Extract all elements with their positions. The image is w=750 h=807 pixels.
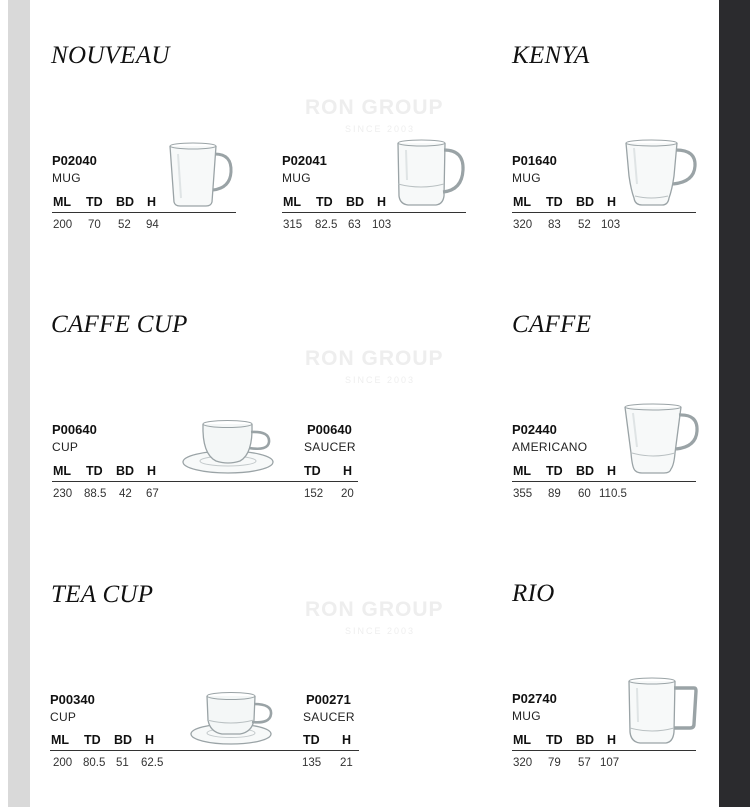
spec-header-cell: TD — [546, 464, 563, 478]
spec-header — [282, 195, 466, 211]
spec-values — [282, 219, 466, 233]
watermark-subtitle: SINCE 2003 — [345, 124, 416, 134]
spec-value: 62.5 — [141, 757, 164, 769]
spec-value: 200 — [53, 757, 73, 769]
spec-header-cell: ML — [513, 733, 532, 747]
spec-value: 107 — [600, 757, 620, 769]
spec-value: 103 — [601, 219, 621, 231]
spec-value: 200 — [53, 219, 73, 231]
spec-values — [512, 219, 696, 233]
spec-value: 83 — [548, 219, 561, 231]
spec-header-cell: ML — [513, 464, 532, 478]
spec-divider — [512, 750, 696, 751]
product-code: P00640 — [307, 422, 352, 437]
spec-values — [303, 488, 359, 502]
spec-header-cell: BD — [114, 733, 133, 747]
right-margin-bar — [719, 0, 750, 807]
product-type: SAUCER — [303, 710, 355, 724]
spec-values — [512, 757, 696, 771]
spec-value: 60 — [578, 488, 591, 500]
spec-value: 94 — [146, 219, 159, 231]
spec-value: 88.5 — [84, 488, 107, 500]
spec-divider — [512, 481, 696, 482]
spec-value: 42 — [119, 488, 132, 500]
spec-header-cell: ML — [513, 195, 532, 209]
spec-header-cell: H — [607, 464, 617, 478]
spec-header-cell: TD — [304, 464, 321, 478]
spec-value: 135 — [302, 757, 322, 769]
spec-value: 51 — [116, 757, 129, 769]
watermark: RON GROUP — [305, 347, 444, 370]
spec-header-cell: BD — [116, 464, 135, 478]
product-type: MUG — [512, 171, 541, 185]
spec-header-cell: TD — [303, 733, 320, 747]
product-type: MUG — [282, 171, 311, 185]
spec-header — [512, 195, 696, 211]
spec-value: 70 — [88, 219, 101, 231]
product-code: P00340 — [50, 692, 95, 707]
spec-divider — [512, 212, 696, 213]
spec-header-cell: H — [343, 464, 353, 478]
spec-header — [512, 733, 696, 749]
spec-header — [302, 733, 358, 749]
spec-value: 67 — [146, 488, 159, 500]
spec-value: 20 — [341, 488, 354, 500]
left-margin-bar — [8, 0, 30, 807]
spec-value: 52 — [578, 219, 591, 231]
spec-value: 320 — [513, 219, 533, 231]
spec-header-cell: BD — [576, 733, 595, 747]
spec-header-cell: H — [145, 733, 155, 747]
spec-header-cell: BD — [116, 195, 135, 209]
section-title-caffe: CAFFE — [512, 311, 592, 338]
spec-header-cell: TD — [546, 733, 563, 747]
spec-header-cell: TD — [316, 195, 333, 209]
spec-header — [52, 195, 236, 211]
spec-value: 21 — [340, 757, 353, 769]
watermark-subtitle: SINCE 2003 — [345, 375, 416, 385]
product-code: P00640 — [52, 422, 97, 437]
spec-values — [50, 757, 190, 771]
spec-header-cell: TD — [86, 464, 103, 478]
spec-header-cell: ML — [283, 195, 302, 209]
spec-header-cell: BD — [576, 195, 595, 209]
product-type: MUG — [52, 171, 81, 185]
spec-divider — [52, 481, 358, 482]
watermark-subtitle: SINCE 2003 — [345, 626, 416, 636]
product-type: CUP — [52, 440, 79, 454]
spec-header-cell: ML — [51, 733, 70, 747]
spec-value: 52 — [118, 219, 131, 231]
spec-header-cell: TD — [546, 195, 563, 209]
spec-value: 320 — [513, 757, 533, 769]
spec-value: 315 — [283, 219, 303, 231]
spec-values — [52, 488, 192, 502]
section-title-kenya: KENYA — [512, 42, 590, 69]
product-code: P02041 — [282, 153, 327, 168]
spec-header-cell: H — [147, 195, 157, 209]
spec-header-cell: ML — [53, 195, 72, 209]
spec-value: 89 — [548, 488, 561, 500]
product-type: AMERICANO — [512, 440, 588, 454]
section-title-caffe-cup: CAFFE CUP — [51, 311, 188, 338]
spec-value: 355 — [513, 488, 533, 500]
spec-header-cell: H — [607, 733, 617, 747]
spec-header-cell: TD — [86, 195, 103, 209]
section-title-tea-cup: TEA CUP — [51, 581, 154, 608]
spec-value: 152 — [304, 488, 324, 500]
spec-value: 82.5 — [315, 219, 338, 231]
spec-header-cell: H — [377, 195, 387, 209]
spec-value: 57 — [578, 757, 591, 769]
spec-divider — [50, 750, 359, 751]
spec-header-cell: TD — [84, 733, 101, 747]
product-code: P01640 — [512, 153, 557, 168]
spec-value: 79 — [548, 757, 561, 769]
spec-header — [303, 464, 359, 480]
spec-header-cell: H — [342, 733, 352, 747]
spec-value: 103 — [372, 219, 392, 231]
spec-values — [512, 488, 696, 502]
spec-header — [512, 464, 696, 480]
watermark: RON GROUP — [305, 598, 444, 621]
spec-header-cell: H — [147, 464, 157, 478]
spec-value: 230 — [53, 488, 73, 500]
product-code: P02740 — [512, 691, 557, 706]
spec-divider — [282, 212, 466, 213]
spec-divider — [52, 212, 236, 213]
spec-value: 80.5 — [83, 757, 106, 769]
product-type: MUG — [512, 709, 541, 723]
spec-values — [302, 757, 358, 771]
spec-value: 63 — [348, 219, 361, 231]
product-type: CUP — [50, 710, 77, 724]
section-title-nouveau: NOUVEAU — [51, 42, 170, 69]
spec-value: 110.5 — [599, 488, 627, 500]
product-code: P02440 — [512, 422, 557, 437]
section-title-rio: RIO — [512, 580, 555, 607]
spec-header-cell: BD — [346, 195, 365, 209]
product-code: P02040 — [52, 153, 97, 168]
product-code: P00271 — [306, 692, 351, 707]
spec-header-cell: H — [607, 195, 617, 209]
spec-values — [52, 219, 236, 233]
spec-header-cell: ML — [53, 464, 72, 478]
spec-header-cell: BD — [576, 464, 595, 478]
product-type: SAUCER — [304, 440, 356, 454]
watermark: RON GROUP — [305, 96, 444, 119]
